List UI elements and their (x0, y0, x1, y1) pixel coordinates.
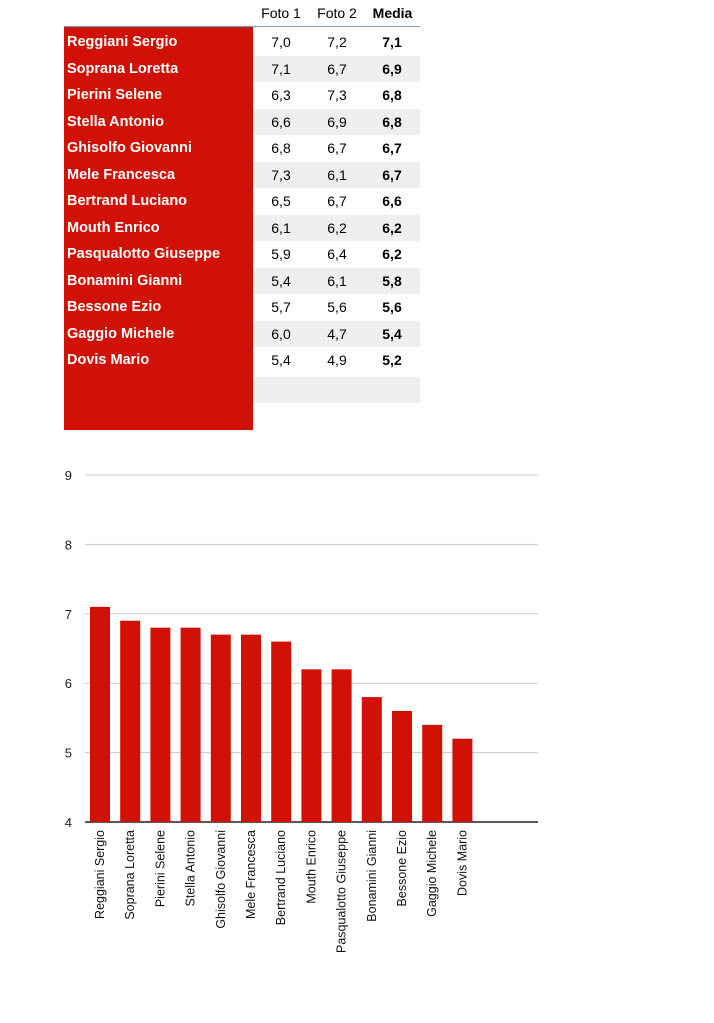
media-score: 6,7 (382, 166, 402, 183)
media-score: 6,8 (382, 87, 402, 103)
x-tick-label: Stella Antonio (183, 830, 198, 907)
bar (422, 725, 442, 822)
table-row (64, 135, 420, 161)
foto2-score: 6,1 (327, 272, 347, 289)
bar (120, 621, 140, 822)
competitor-name: Bertrand Luciano (67, 193, 188, 209)
bar (241, 635, 261, 822)
table-row (64, 321, 420, 347)
media-score: 6,6 (382, 193, 402, 209)
foto2-score: 6,7 (327, 60, 347, 77)
foto2-score: 6,4 (327, 246, 347, 262)
competitor-name: Soprana Loretta (67, 60, 179, 77)
foto1-score: 6,5 (271, 193, 291, 209)
foto1-score: 7,0 (271, 34, 291, 50)
table-row (64, 347, 420, 373)
foto2-score: 4,7 (327, 325, 347, 342)
x-tick-label: Pasqualotto Giuseppe (334, 830, 349, 954)
y-tick-label: 8 (64, 537, 72, 553)
foto2-score: 6,2 (327, 219, 347, 236)
table-row (64, 188, 420, 214)
competitor-name: Pasqualotto Giuseppe (67, 246, 221, 262)
table-row (64, 294, 420, 320)
x-tick-label: Reggiani Sergio (93, 830, 107, 919)
foto2-score: 6,1 (327, 166, 347, 183)
competitor-name: Reggiani Sergio (67, 34, 178, 50)
chart-x-tick-labels (93, 830, 469, 953)
table-row (64, 82, 420, 108)
media-score: 5,2 (382, 352, 402, 368)
scores-table (0, 0, 714, 440)
table-row (64, 241, 420, 267)
foto1-score: 6,0 (271, 325, 291, 342)
x-tick-label: Bonamini Gianni (364, 830, 379, 922)
media-score: 7,1 (382, 34, 402, 50)
media-score: 6,2 (382, 219, 402, 236)
bar (362, 697, 382, 822)
y-tick-label: 7 (64, 606, 72, 622)
media-bar-chart (0, 440, 714, 1023)
foto2-score: 4,9 (327, 352, 347, 368)
competitor-name: Bonamini Gianni (67, 272, 183, 289)
foto1-score: 5,4 (271, 352, 291, 368)
bar (452, 739, 472, 822)
media-score: 5,8 (382, 272, 402, 289)
media-score: 6,2 (382, 246, 402, 262)
competitor-name: Mele Francesca (67, 166, 176, 183)
media-score: 6,8 (382, 113, 402, 130)
bar (211, 635, 231, 822)
foto2-score: 6,7 (327, 193, 347, 209)
y-tick-label: 9 (64, 468, 72, 483)
foto2-score: 6,9 (327, 113, 347, 130)
x-tick-label: Soprana Loretta (123, 830, 138, 920)
bar (181, 628, 201, 822)
x-tick-label: Bessone Ezio (395, 830, 409, 907)
foto1-score: 5,4 (271, 272, 291, 289)
bar (271, 642, 291, 822)
bar (392, 711, 412, 822)
x-tick-label: Bertrand Luciano (274, 830, 289, 926)
chart-y-tick-labels (65, 468, 72, 830)
foto1-score: 7,3 (271, 166, 291, 183)
x-tick-label: Mele Francesca (244, 830, 258, 919)
chart-bars (90, 607, 472, 822)
media-score: 5,6 (382, 299, 402, 315)
y-tick-label: 4 (64, 815, 72, 830)
empty-table-row (253, 377, 420, 403)
foto1-score: 6,8 (271, 140, 291, 156)
competitor-name: Ghisolfo Giovanni (67, 140, 192, 156)
media-score: 5,4 (382, 325, 402, 342)
media-score: 6,7 (382, 140, 402, 156)
foto1-score: 5,9 (271, 246, 291, 262)
foto1-score: 6,3 (271, 87, 291, 103)
competitor-name: Bessone Ezio (67, 299, 162, 315)
bar (90, 607, 110, 822)
y-tick-label: 6 (64, 676, 72, 692)
foto1-score: 6,6 (271, 113, 291, 130)
x-tick-label: Gaggio Michele (425, 830, 440, 917)
foto1-score: 7,1 (271, 60, 291, 77)
table-row (64, 29, 420, 55)
x-tick-label: Mouth Enrico (304, 830, 319, 904)
x-tick-label: Dovis Mario (455, 830, 470, 896)
foto2-score: 7,3 (327, 87, 347, 103)
table-row (64, 215, 420, 241)
header-media: Media (372, 5, 413, 21)
bar (301, 669, 321, 822)
competitor-name: Stella Antonio (67, 113, 164, 130)
foto2-score: 6,7 (327, 140, 347, 156)
competitor-name: Pierini Selene (67, 87, 163, 103)
table-row (64, 162, 420, 188)
table-row (64, 109, 420, 135)
table-row (64, 56, 420, 82)
header-foto2: Foto 2 (317, 5, 357, 21)
bar (332, 669, 352, 822)
table-row (64, 268, 420, 294)
foto2-score: 5,6 (327, 299, 347, 315)
foto1-score: 5,7 (271, 299, 291, 315)
x-tick-label: Ghisolfo Giovanni (213, 830, 228, 929)
foto2-score: 7,2 (327, 34, 347, 50)
bar (150, 628, 170, 822)
y-tick-label: 5 (64, 745, 72, 761)
competitor-name: Gaggio Michele (67, 325, 175, 342)
foto1-score: 6,1 (271, 219, 291, 236)
competitor-name: Dovis Mario (67, 352, 150, 368)
media-score: 6,9 (382, 60, 402, 77)
x-tick-label: Pierini Selene (153, 830, 168, 908)
competitor-name: Mouth Enrico (67, 219, 160, 236)
header-foto1: Foto 1 (261, 5, 301, 21)
